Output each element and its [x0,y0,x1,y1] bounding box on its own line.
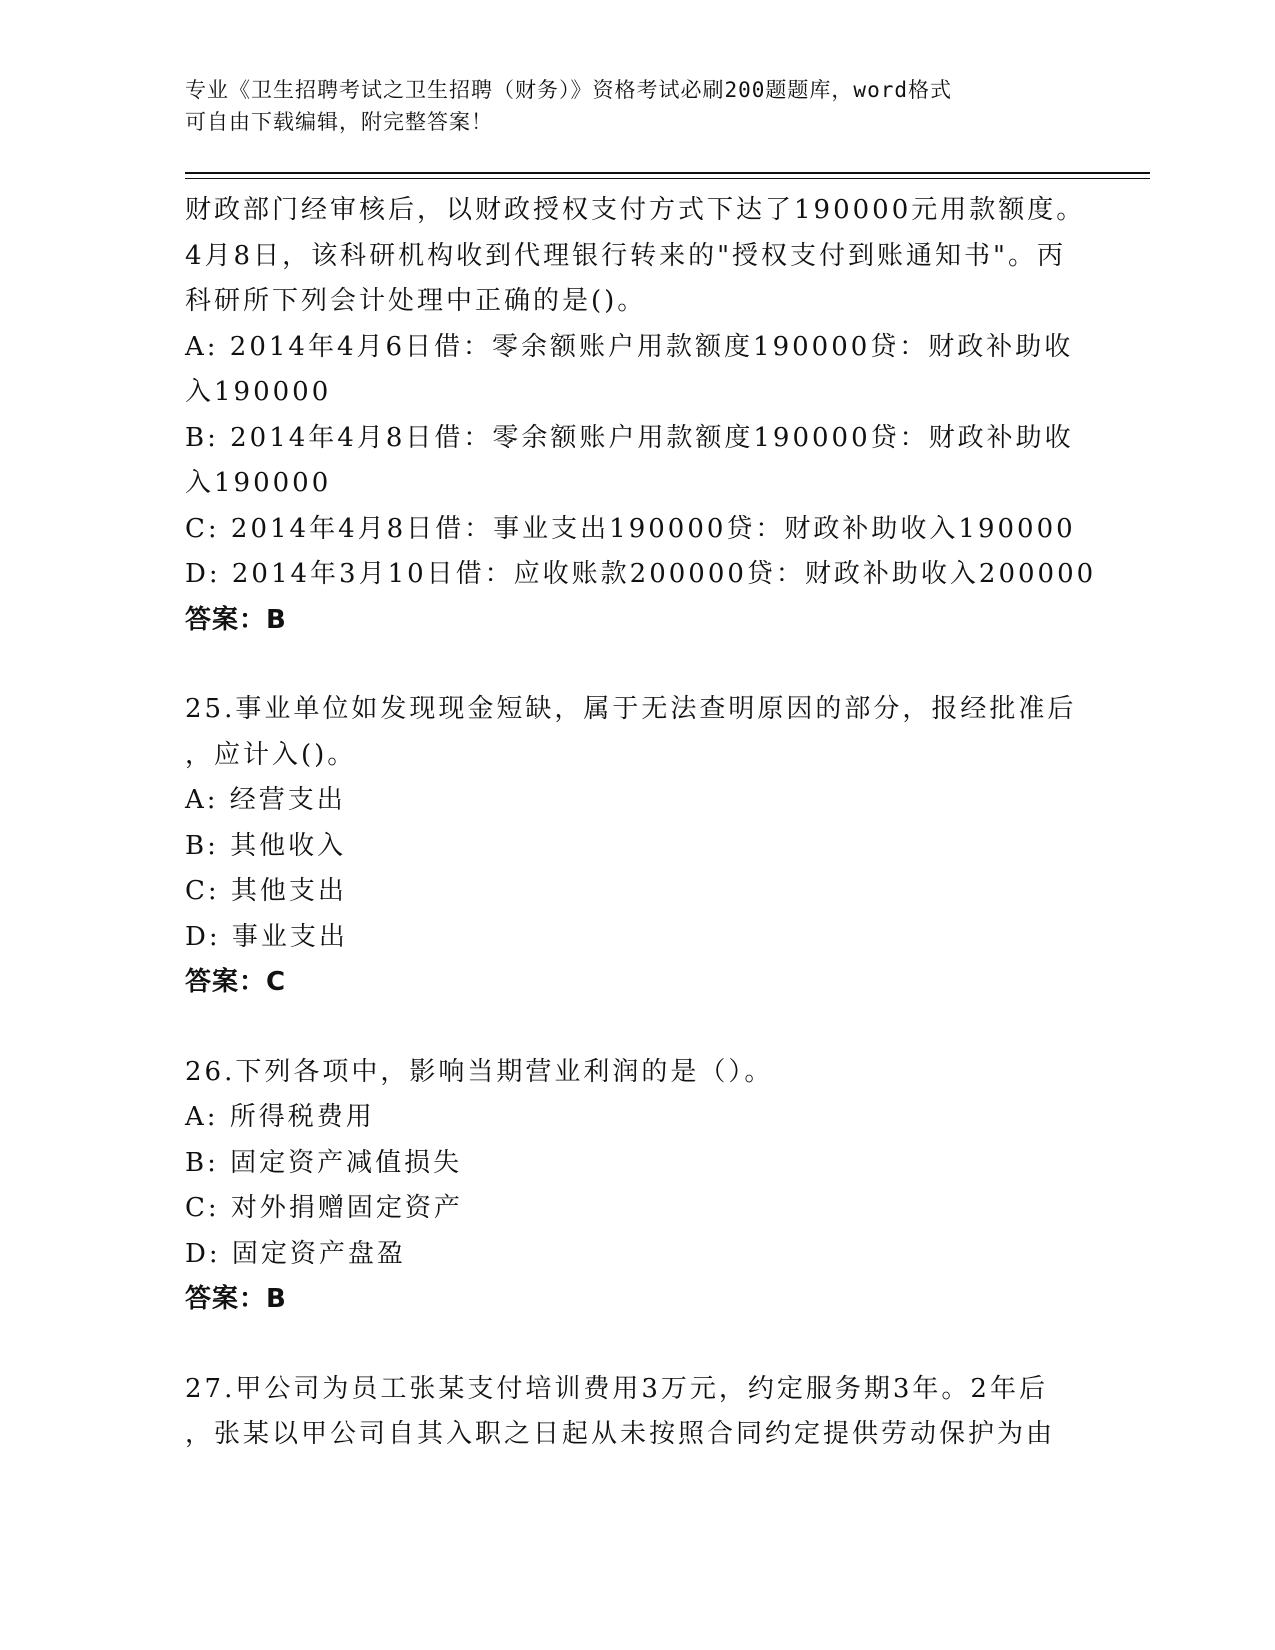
header-divider-thick [185,172,1150,174]
question-26 [185,1050,1085,1323]
question-26-option-b: B: 固定资产减值损失 [185,1147,463,1178]
question-26-option-c: C: 对外捐赠固定资产 [185,1193,463,1223]
question-26-text-line-1: 26.下列各项中，影响当期营业利润的是（）。 [185,1056,774,1087]
question-24-text-line-2: 4月8日，该科研机构收到代理银行转来的"授权支付到账通知书"。丙 [185,240,1067,271]
header-title-line-1: 专业《卫生招聘考试之卫生招聘（财务）》资格考试必刷200题题库，word格式 [185,78,952,102]
question-27-text-line-2: ，张某以甲公司自其入职之日起从未按照合同约定提供劳动保护为由 [185,1419,1056,1449]
question-27-text-line-1: 27.甲公司为员工张某支付培训费用3万元，约定服务期3年。2年后 [185,1373,1048,1404]
question-24 [185,188,1097,643]
question-25-option-c: C: 其他支出 [185,876,347,906]
question-25-option-b: B: 其他收入 [185,830,347,861]
document-body [185,188,1097,1458]
question-24-answer: 答案：B [185,604,287,635]
question-25-answer: 答案：C [185,967,287,997]
question-25-text-line-2: ，应计入()。 [185,739,357,770]
document-header [185,74,1085,138]
question-24-option-b-line-1: B: 2014年4月8日借：零余额账户用款额度190000贷：财政补助收 [185,422,1074,453]
question-24-option-b-line-2: 入190000 [185,468,332,498]
question-spacer [185,1006,1085,1050]
question-25 [185,687,1085,1006]
question-24-option-c: C: 2014年4月8日借：事业支出190000贷：财政补助收入190000 [185,513,1076,544]
question-spacer [185,1323,1085,1367]
question-24-text-line-3: 科研所下列会计处理中正确的是()。 [185,286,647,316]
question-24-option-a-line-1: A: 2014年4月6日借：零余额账户用款额度190000贷：财政补助收 [185,331,1074,362]
header-divider-thin [185,178,1150,179]
question-26-option-d: D: 固定资产盘盈 [185,1238,406,1269]
question-spacer [185,643,1085,687]
question-25-text-line-1: 25.事业单位如发现现金短缺，属于无法查明原因的部分，报经批准后 [185,694,1077,724]
question-26-option-a: A: 所得税费用 [185,1102,375,1132]
question-27 [185,1367,1085,1458]
question-24-option-a-line-2: 入190000 [185,377,332,407]
question-26-answer: 答案：B [185,1284,287,1314]
question-25-option-a: A: 经营支出 [185,785,346,815]
question-25-option-d: D: 事业支出 [185,921,348,952]
question-24-text-line-1: 财政部门经审核后，以财政授权支付方式下达了190000元用款额度。 [185,195,1086,225]
question-24-option-d: D: 2014年3月10日借：应收账款200000贷：财政补助收入200000 [185,559,1097,589]
header-title-line-2: 可自由下载编辑，附完整答案！ [185,110,493,134]
